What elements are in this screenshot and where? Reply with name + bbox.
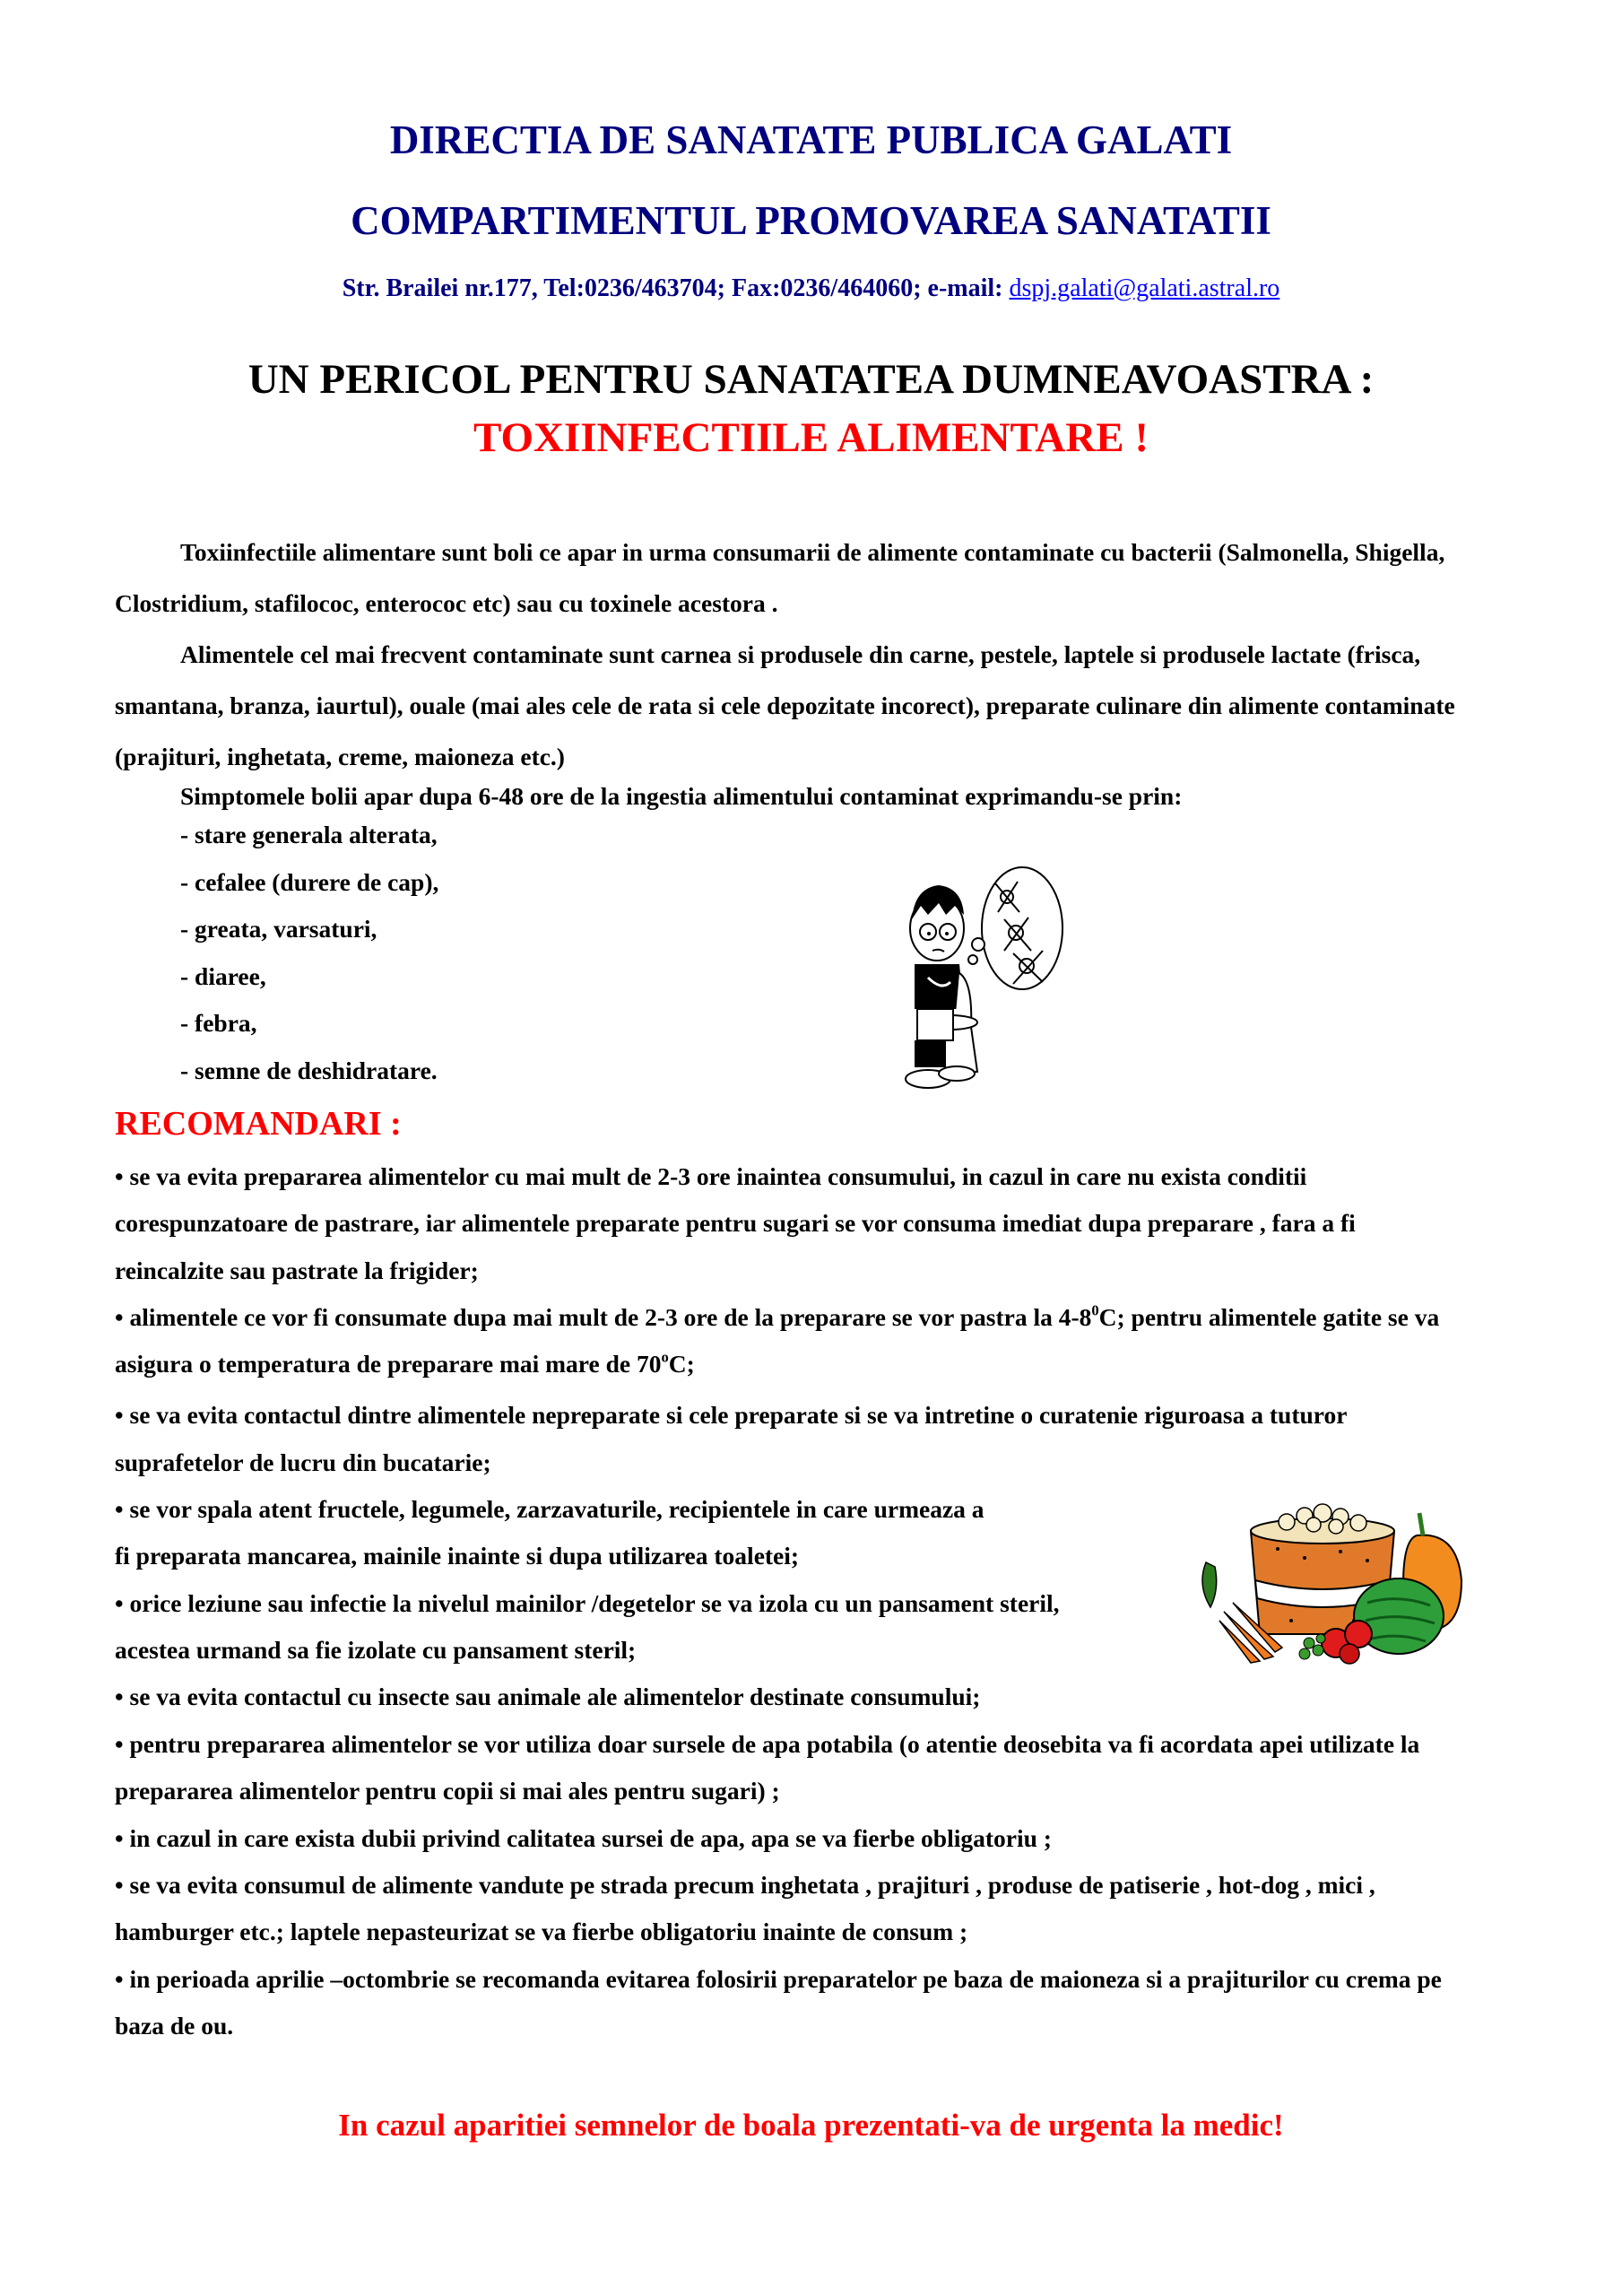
sick-child-illustration <box>901 865 1067 1094</box>
recommendation-line: corespunzatoare de pastrare, iar alimentele preparate pentru sugari se vor consuma imediat dupa preparare , fara a fi <box>115 1209 1356 1237</box>
closing-warning: In cazul aparitiei semnelor de boala prezentati-va de urgenta la medic! <box>338 2108 1284 2143</box>
recommendation-line: • se va evita contactul dintre alimentele nepreparate si cele preparate si se va intretine o curatenie riguroasa a tuturor <box>115 1401 1348 1429</box>
recommendation-line: • orice leziune sau infectie la nivelul mainilor /degetelor se va izola cu un pansament steril, <box>115 1589 1060 1617</box>
intro-line: Alimentele cel mai frecvent contaminate sunt carnea si produsele din carne, pestele, laptele si produsele lactate (frisca, <box>180 640 1421 668</box>
dept-title: COMPARTIMENTUL PROMOVAREA SANATATII <box>351 198 1271 243</box>
org-title: DIRECTIA DE SANATATE PUBLICA GALATI <box>389 117 1233 162</box>
recommendation-line: baza de ou. <box>115 2012 234 2039</box>
intro-line: (prajituri, inghetata, creme, maioneza etc.) <box>115 743 565 770</box>
address-text: Str. Brailei nr.177, Tel:0236/463704; Fax:0236/464060; e-mail: <box>342 274 1010 302</box>
recommendation-line: • se va evita consumul de alimente vandute pe strada precum inghetata , prajituri , produse de patiserie , hot-dog , mici , <box>115 1871 1375 1899</box>
recommendations-heading: RECOMANDARI : <box>115 1105 402 1143</box>
recommendation-line: • in cazul in care exista dubii privind calitatea sursei de apa, apa se va fierbe obligatoriu ; <box>115 1824 1052 1852</box>
recommendation-text: • alimentele ce vor fi consumate dupa mai mult de 2-3 ore de la preparare se vor pastra la 4-8 <box>115 1303 1092 1331</box>
symptom-item: - diaree, <box>180 962 266 990</box>
recommendation-line: • se vor spala atent fructele, legumele, zarzavaturile, recipientele in care urmeaza a <box>115 1495 984 1523</box>
recommendation-line: suprafetelor de lucru din bucatarie; <box>115 1448 491 1476</box>
intro-line: Clostridium, stafilococ, enterococ etc) sau cu toxinele acestora . <box>115 589 778 617</box>
recommendation-line: • in perioada aprilie –octombrie se recomanda evitarea folosirii preparatelor pe baza de maioneza si a prajiturilor cu crema pe <box>115 1965 1442 1993</box>
email-link[interactable]: dspj.galati@galati.astral.ro <box>1009 274 1280 302</box>
symptom-item: - greata, varsaturi, <box>180 915 377 943</box>
recommendation-line: acestea urmand sa fie izolate cu pansament steril; <box>115 1636 637 1664</box>
symptom-item: - stare generala alterata, <box>180 821 438 848</box>
topic-title: TOXIINFECTIILE ALIMENTARE ! <box>473 414 1149 461</box>
recommendation-line: prepararea alimentelor pentru copii si mai ales pentru sugari) ; <box>115 1777 780 1805</box>
recommendation-line: fi preparata mancarea, mainile inainte si dupa utilizarea toaletei; <box>115 1542 800 1570</box>
recommendation-line <box>115 1348 695 1378</box>
symptom-item: - semne de deshidratare. <box>180 1057 438 1084</box>
intro-line: Toxiinfectiile alimentare sunt boli ce apar in urma consumarii de alimente contaminate cu bacterii (Salmonella, Shigella, <box>180 538 1445 566</box>
degree-mark: o <box>661 1348 669 1366</box>
recommendation-line <box>115 1301 1440 1331</box>
recommendation-line: reincalzite sau pastrate la frigider; <box>115 1257 479 1284</box>
warning-title: UN PERICOL PENTRU SANATATEA DUMNEAVOASTRA : <box>247 356 1375 403</box>
recommendation-line: • pentru prepararea alimentelor se vor utiliza doar sursele de apa potabila (o atentie deosebita va fi acordata apei utilizate la <box>115 1730 1420 1758</box>
degree-mark: 0 <box>1091 1301 1099 1319</box>
vegetable-basket-illustration <box>1188 1500 1488 1665</box>
intro-line: Simptomele bolii apar dupa 6-48 ore de la ingestia alimentului contaminat exprimandu-se prin: <box>180 782 1183 810</box>
intro-line: smantana, branza, iaurtul), ouale (mai ales cele de rata si cele depozitate incorect), preparate culinare din alimente contaminate <box>115 691 1455 719</box>
recommendation-line: • se va evita contactul cu insecte sau animale ale alimentelor destinate consumului; <box>115 1683 981 1710</box>
symptom-item: - febra, <box>180 1009 257 1037</box>
recommendation-text: C; <box>668 1350 695 1378</box>
symptom-item: - cefalee (durere de cap), <box>180 868 439 896</box>
recommendation-line: hamburger etc.; laptele nepasteurizat se va fierbe obligatoriu inainte de consum ; <box>115 1918 968 1945</box>
recommendation-line: • se va evita prepararea alimentelor cu mai mult de 2-3 ore inaintea consumului, in cazul in care nu exista conditii <box>115 1162 1307 1190</box>
recommendation-text: asigura o temperatura de preparare mai mare de 70 <box>115 1350 662 1378</box>
recommendation-text: C; pentru alimentele gatite se va <box>1098 1303 1440 1331</box>
contact-line <box>0 276 1622 301</box>
